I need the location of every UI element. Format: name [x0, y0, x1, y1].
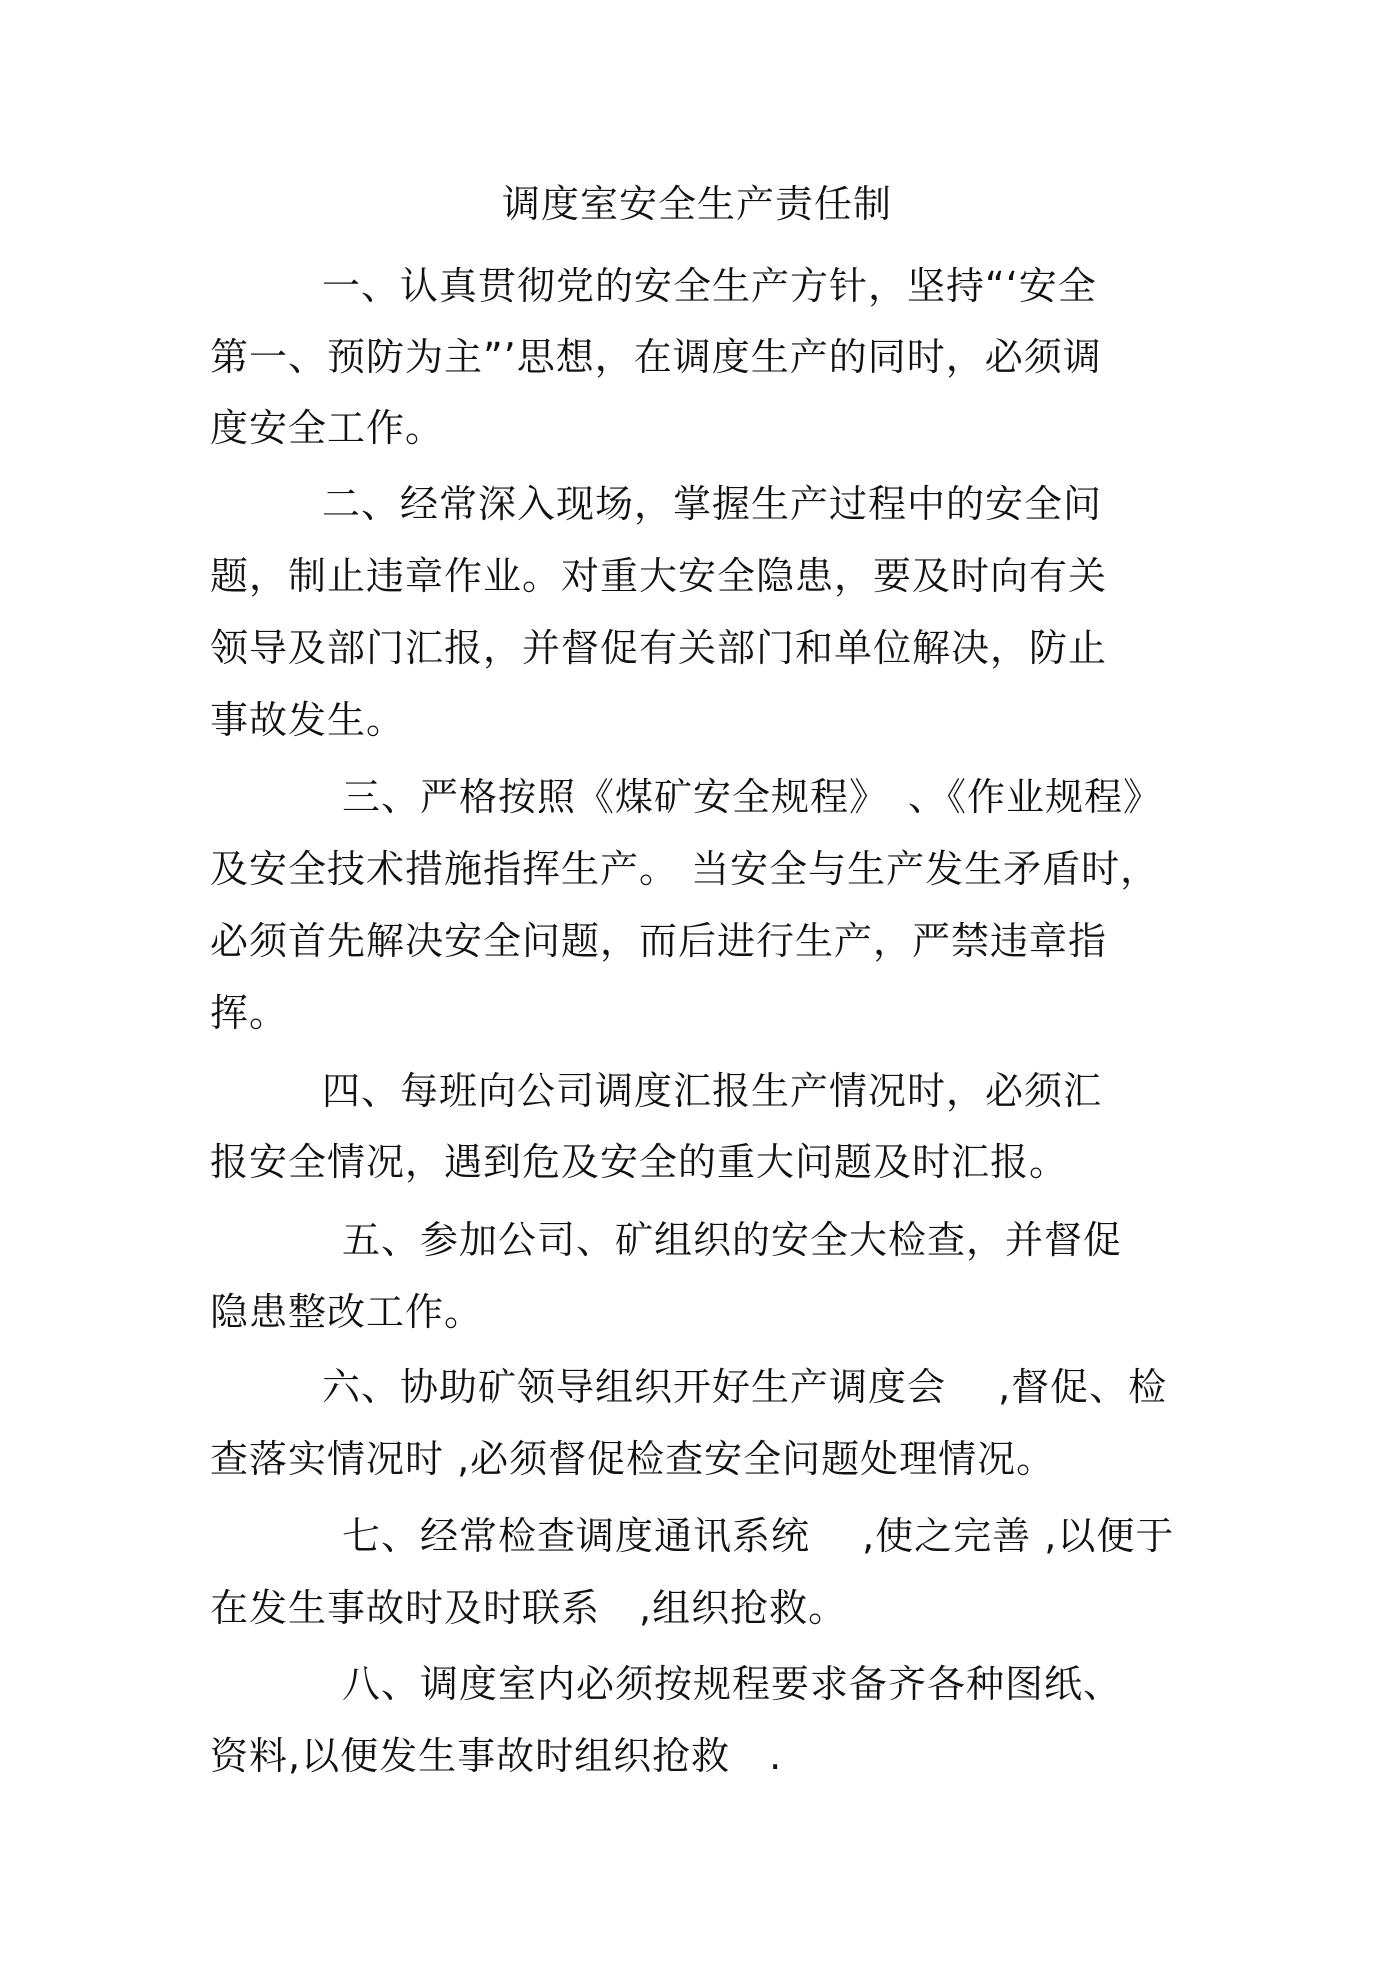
paragraph-3-line-1: 三、严格按照《煤矿安全规程》 、《作业规程》	[342, 775, 1163, 819]
paragraph-4-line-2: 报安全情况，遇到危及安全的重大问题及时汇报。	[210, 1140, 1069, 1184]
paragraph-6-line-1: 六、协助矿领导组织开好生产调度会 ,督促、检	[322, 1365, 1168, 1409]
paragraph-1-line-2: 第一、预防为主”’思想，在调度生产的同时，必须调	[210, 335, 1102, 379]
paragraph-2-line-3: 领导及部门汇报，并督促有关部门和单位解决，防止	[210, 626, 1108, 670]
paragraph-2-line-1: 二、经常深入现场，掌握生产过程中的安全问	[322, 482, 1103, 526]
paragraph-5-line-2: 隐患整改工作。	[210, 1290, 484, 1334]
paragraph-1-line-3: 度安全工作。	[210, 406, 445, 450]
paragraph-2-line-4: 事故发生。	[210, 698, 406, 742]
paragraph-3-line-3: 必须首先解决安全问题，而后进行生产，严禁违章指	[210, 919, 1108, 963]
paragraph-3-line-4: 挥。	[210, 991, 289, 1035]
paragraph-7-line-2: 在发生事故时及时联系 ,组织抢救。	[210, 1586, 848, 1630]
paragraph-7-line-1: 七、经常检查调度通讯系统 ,使之完善 ,以便于	[342, 1514, 1175, 1558]
paragraph-4-line-1: 四、每班向公司调度汇报生产情况时，必须汇	[322, 1069, 1103, 1113]
paragraph-1-line-1: 一、认真贯彻党的安全生产方针，坚持“‘安全	[322, 264, 1097, 308]
paragraph-3-line-2: 及安全技术措施指挥生产。 当安全与生产发生矛盾时，	[210, 847, 1160, 891]
paragraph-8-line-1: 八、调度室内必须按规程要求备齐各种图纸、	[342, 1662, 1123, 1706]
paragraph-2-line-2: 题，制止违章作业。对重大安全隐患，要及时向有关	[210, 554, 1108, 598]
paragraph-6-line-2: 查落实情况时 ,必须督促检查安全问题处理情况。	[210, 1437, 1056, 1481]
document-title: 调度室安全生产责任制	[501, 182, 892, 226]
paragraph-5-line-1: 五、参加公司、矿组织的安全大检查，并督促	[342, 1218, 1123, 1262]
paragraph-8-line-2: 资料,以便发生事故时组织抢救 .	[210, 1734, 783, 1778]
